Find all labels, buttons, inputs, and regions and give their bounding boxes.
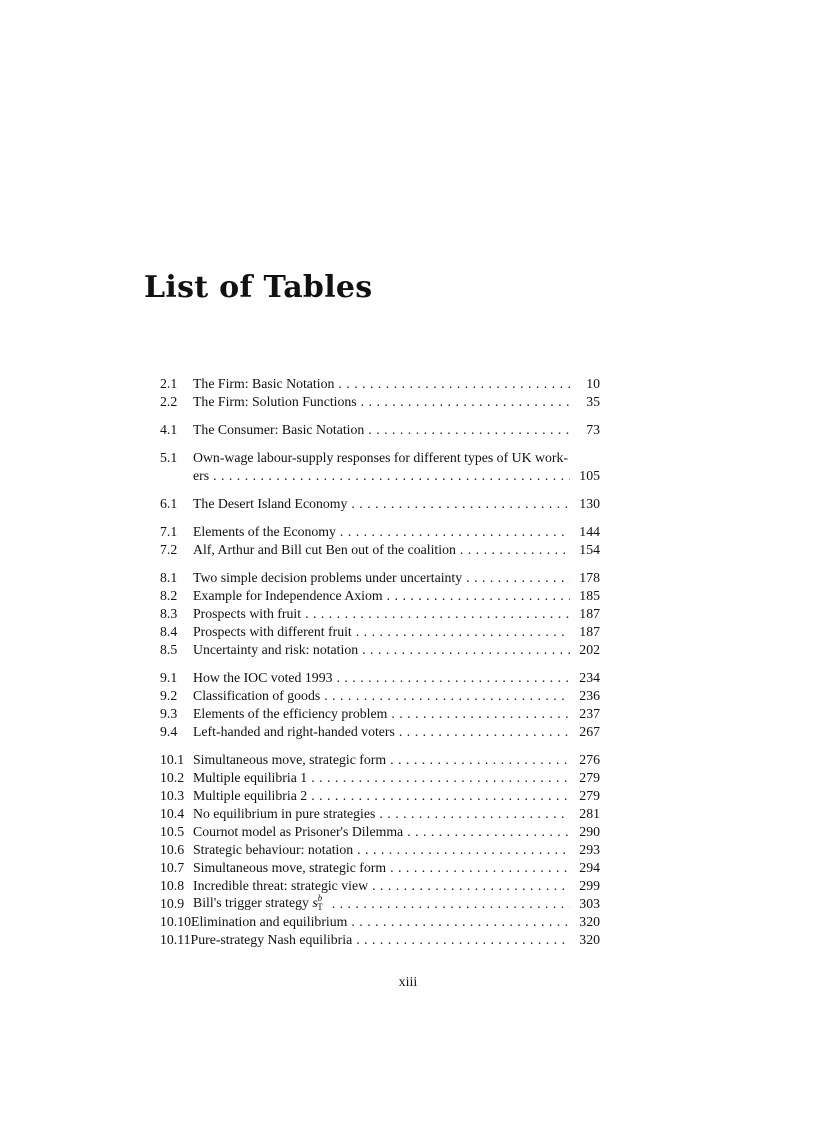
toc-group [160,375,600,411]
toc-entry[interactable] [160,623,600,641]
toc-entry[interactable] [160,705,600,723]
table-number: 10.8 [160,878,185,893]
dot-leader [311,787,570,805]
table-caption-text: The Firm: Solution Functions [193,394,357,409]
table-number: 10.3 [160,788,185,803]
toc-entry[interactable] [160,495,600,513]
table-caption [193,705,387,723]
toc-entry[interactable] [160,841,600,859]
page-reference: 236 [579,688,600,703]
table-caption [193,393,357,411]
toc-entry[interactable] [160,805,600,823]
page-reference: 267 [579,724,600,739]
toc-entry[interactable] [160,877,600,895]
table-caption [193,859,386,877]
page-reference: 234 [579,670,600,685]
table-caption-text: The Desert Island Economy [193,496,348,511]
table-number: 10.11 [160,932,191,947]
table-caption [193,769,307,787]
table-caption-text: Example for Independence Axiom [193,588,383,603]
dot-leader [460,541,570,559]
table-caption [193,805,375,823]
page-reference: 290 [579,824,600,839]
table-caption [193,605,301,623]
table-caption-text: Incredible threat: strategic view [193,878,369,893]
toc-entry[interactable] [160,669,600,687]
dot-leader [213,467,570,485]
table-caption [193,723,395,741]
table-caption [193,687,320,705]
toc-entry[interactable] [160,449,600,485]
table-number: 9.4 [160,724,178,739]
table-number: 7.1 [160,524,178,539]
table-caption [193,751,386,769]
dot-leader [466,569,570,587]
table-caption [193,495,347,513]
toc-entry[interactable] [160,723,600,741]
table-caption [193,877,368,895]
table-caption-text: Pure-strategy Nash equilibria [190,932,353,947]
dot-leader [407,823,570,841]
toc-group [160,669,600,741]
table-caption-text: Two simple decision problems under uncertainty [193,570,463,585]
table-number: 4.1 [160,422,178,437]
table-caption-text: Prospects with fruit [193,606,302,621]
toc-group [160,421,600,439]
table-caption-text: Cournot model as Prisoner's Dilemma [193,824,404,839]
page-reference: 105 [579,468,600,483]
page-reference: 178 [579,570,600,585]
table-caption [193,523,336,541]
table-caption: Own-wage labour-supply responses for different types of UK work- [193,450,568,465]
table-number: 8.5 [160,642,178,657]
dot-leader [362,641,570,659]
table-caption [193,587,383,605]
toc-entry[interactable] [160,523,600,541]
page-reference: 281 [579,806,600,821]
table-caption-text: Simultaneous move, strategic form [193,860,387,875]
page-title: List of Tables [144,270,373,305]
page-reference: 320 [579,932,600,947]
table-caption-text: Bill's trigger strategy [193,895,309,910]
table-caption-continued: ers [193,468,210,483]
toc-entry[interactable] [160,931,600,949]
dot-leader [332,895,570,913]
table-number: 8.2 [160,588,178,603]
table-caption [193,623,352,641]
page-reference: 279 [579,788,600,803]
page-reference: 279 [579,770,600,785]
table-caption-text: Alf, Arthur and Bill cut Ben out of the coalition [193,542,456,557]
page-reference: 144 [579,524,600,539]
dot-leader [351,913,570,931]
table-number: 10.1 [160,752,185,767]
table-number: 10.4 [160,806,185,821]
table-number: 9.1 [160,670,178,685]
math-base: s [312,895,318,910]
toc-entry[interactable] [160,823,600,841]
dot-leader [305,605,570,623]
page-reference: 130 [579,496,600,511]
dot-leader [337,669,571,687]
page-reference: 187 [579,606,600,621]
page-number-footer: xiii [398,975,418,990]
dot-leader [356,623,570,641]
page-reference: 10 [586,376,600,391]
toc-entry[interactable] [160,605,600,623]
toc-entry[interactable] [160,769,600,787]
table-caption-text: How the IOC voted 1993 [193,670,333,685]
page-reference: 73 [586,422,600,437]
toc-entry[interactable] [160,587,600,605]
dot-leader [387,587,570,605]
dot-leader [324,687,570,705]
dot-leader [379,805,570,823]
table-number: 2.2 [160,394,178,409]
page-reference: 154 [579,542,600,557]
toc-entry-line [160,449,600,467]
table-number: 8.1 [160,570,178,585]
dot-leader [391,705,570,723]
page-reference: 303 [579,896,600,911]
page-reference: 294 [579,860,600,875]
table-caption [193,841,353,859]
page-reference: 320 [579,914,600,929]
table-caption-text: Left-handed and right-handed voters [193,724,395,739]
page-reference: 237 [579,706,600,721]
table-number: 10.6 [160,842,185,857]
toc-entry-line [160,467,600,485]
toc-entry[interactable] [160,687,600,705]
page-reference: 187 [579,624,600,639]
table-caption-text: Multiple equilibria 2 [193,788,308,803]
toc-group [160,449,600,485]
table-caption-text: Classification of goods [193,688,321,703]
table-caption [193,669,333,687]
table-caption [193,823,403,841]
toc-entry[interactable] [160,913,600,931]
dot-leader [340,523,570,541]
toc-entry[interactable] [160,751,600,769]
table-number: 10.7 [160,860,185,875]
page-reference: 35 [586,394,600,409]
table-caption [191,931,353,949]
toc-group [160,495,600,513]
table-caption-text: Elimination and equilibrium [191,914,348,929]
dot-leader [399,723,570,741]
dot-leader [361,393,570,411]
table-number: 8.3 [160,606,178,621]
toc-group [160,523,600,559]
math-symbol [312,895,327,910]
table-caption-text: Multiple equilibria 1 [193,770,308,785]
dot-leader [311,769,570,787]
dot-leader [351,495,570,513]
table-caption [193,894,328,913]
dot-leader [356,931,570,949]
toc-group [160,569,600,659]
table-caption-text: No equilibrium in pure strategies [193,806,376,821]
table-caption [193,641,358,659]
list-of-tables [160,375,600,959]
table-caption [193,569,462,587]
math-superscript: b [317,893,323,903]
dot-leader [372,877,570,895]
toc-entry[interactable] [160,641,600,659]
table-caption-text: Prospects with different fruit [193,624,352,639]
dot-leader [338,375,570,393]
page-reference: 276 [579,752,600,767]
table-caption [193,787,307,805]
table-caption [193,375,334,393]
table-number: 10.5 [160,824,185,839]
table-number: 6.1 [160,496,178,511]
table-number: 10.10 [160,914,192,929]
table-number: 10.9 [160,896,185,911]
toc-group [160,751,600,949]
table-number: 7.2 [160,542,178,557]
table-caption-text: Uncertainty and risk: notation [193,642,359,657]
table-number: 10.2 [160,770,185,785]
toc-entry[interactable] [160,787,600,805]
page-reference: 299 [579,878,600,893]
page-reference: 202 [579,642,600,657]
table-number: 2.1 [160,376,178,391]
table-number: 9.2 [160,688,178,703]
toc-entry[interactable] [160,375,600,393]
dot-leader [357,841,570,859]
toc-entry[interactable] [160,569,600,587]
toc-entry[interactable] [160,541,600,559]
table-caption-text: Simultaneous move, strategic form [193,752,387,767]
page-reference: 293 [579,842,600,857]
table-number: 9.3 [160,706,178,721]
toc-entry[interactable] [160,421,600,439]
dot-leader [390,859,570,877]
table-caption [191,913,347,931]
toc-entry[interactable] [160,393,600,411]
table-caption [193,421,364,439]
math-subscript: T [317,902,323,912]
table-caption [193,541,456,559]
table-number: 5.1 [160,450,178,465]
toc-entry[interactable] [160,895,600,913]
dot-leader [368,421,570,439]
table-caption-text: The Firm: Basic Notation [193,376,335,391]
table-caption-text: Elements of the Economy [193,524,336,539]
page-reference: 185 [579,588,600,603]
dot-leader [390,751,570,769]
table-number: 8.4 [160,624,178,639]
toc-entry[interactable] [160,859,600,877]
table-caption-text: Elements of the efficiency problem [193,706,388,721]
table-caption-text: The Consumer: Basic Notation [193,422,365,437]
table-caption-text: Strategic behaviour: notation [193,842,354,857]
